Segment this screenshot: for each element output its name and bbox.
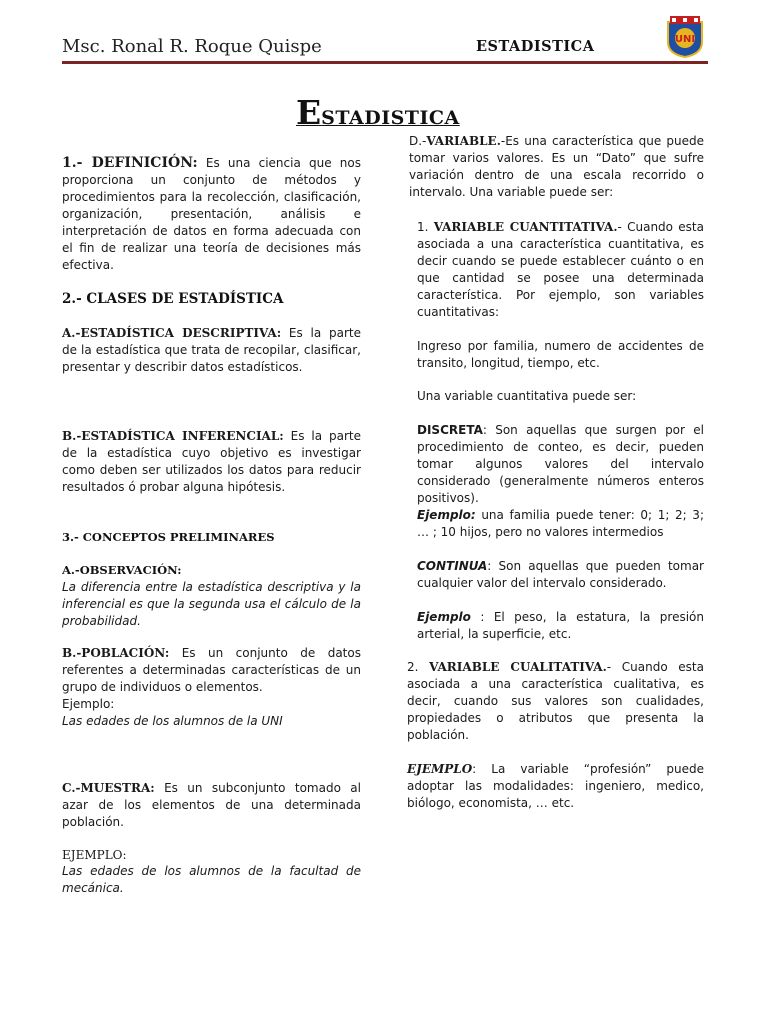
cuantitativa-heading: VARIABLE CUANTITATIVA.: [433, 220, 618, 234]
logo-text: UNI: [674, 34, 696, 45]
cuantitativa-number: 1.: [417, 220, 429, 234]
muestra-example-label: EJEMPLO:: [62, 848, 127, 862]
descriptiva-paragraph: [62, 325, 361, 376]
variable-body: -Es una característica que puede tomar varios valores. Es un “Dato” que sufre variación dentro de una escala recorrido o intervalo. Una variable puede ser:: [409, 134, 704, 199]
continua-example: [417, 609, 704, 643]
muestra-heading: C.-MUESTRA:: [62, 781, 155, 795]
variable-paragraph: [409, 133, 704, 201]
discreta-example-label: Ejemplo:: [417, 508, 476, 522]
discreta-heading: DISCRETA: [417, 423, 483, 437]
header-rule: [62, 61, 708, 64]
definition-paragraph: [62, 155, 361, 274]
discreta-paragraph: [417, 422, 704, 507]
discreta-example: [417, 507, 704, 541]
cuantitativa-body: - Cuando esta asociada a una característica cuantitativa, es decir cuando se puede establecer cuánto o en que cantidad se posee una determinada característica. Por ejemplo, son variables cuantitativas:: [417, 220, 704, 319]
descriptiva-heading: A.-ESTADÍSTICA DESCRIPTIVA:: [62, 326, 282, 340]
muestra-body: Es un subconjunto tomado al azar de los elementos de una determinada población.: [62, 781, 361, 829]
descriptiva-body: Es la parte de la estadística que trata de recopilar, clasificar, presentar y describir datos estadísticos.: [62, 326, 361, 374]
definition-body: Es una ciencia que nos proporciona un conjunto de métodos y procedimientos para la recolección, clasificación, organización, presentación, análisis e interpretación de datos en forma adecuada con el fin de realizar una teoría de decisiones más efectiva.: [62, 156, 361, 272]
cualitativa-body: - Cuando esta asociada a una característica cualitativa, es decir, cuando sus valores son cualidades, propiedades o atributos que presenta la población.: [407, 660, 704, 742]
cuantitativa-examples: Ingreso por familia, numero de accidentes de transito, longitud, tiempo, etc.: [417, 339, 704, 370]
cuantitativa-puede-ser: Una variable cuantitativa puede ser:: [417, 389, 637, 403]
muestra-paragraph: [62, 780, 361, 831]
header-title: ESTADISTICA: [476, 38, 595, 55]
observacion-heading: A.-OBSERVACIÓN:: [62, 563, 182, 577]
continua-example-text: : El peso, la estatura, la presión arterial, la superficie, etc.: [417, 610, 704, 641]
clases-heading: 2.- CLASES DE ESTADÍSTICA: [62, 291, 284, 307]
cualitativa-heading: VARIABLE CUALITATIVA.: [429, 660, 607, 674]
continua-paragraph: [417, 558, 704, 592]
cualitativa-example-label: EJEMPLO: [407, 762, 473, 776]
continua-heading: CONTINUA: [417, 559, 488, 573]
inferencial-heading: B.-ESTADÍSTICA INFERENCIAL:: [62, 429, 284, 443]
title-rest: STADISTICA: [321, 107, 460, 129]
cualitativa-example: [407, 761, 704, 812]
muestra-example: Las edades de los alumnos de la facultad de mecánica.: [62, 864, 361, 895]
cualitativa-paragraph: [407, 659, 704, 744]
continua-example-label: Ejemplo: [417, 610, 471, 624]
discreta-example-text: una familia puede tener: 0; 1; 2; 3; … ; 10 hijos, pero no valores intermedios: [417, 508, 704, 539]
variable-heading: VARIABLE.: [426, 134, 501, 148]
conceptos-heading: 3.- CONCEPTOS PRELIMINARES: [62, 530, 275, 544]
university-logo: [666, 16, 704, 58]
inferencial-paragraph: [62, 428, 361, 496]
poblacion-heading: B.-POBLACIÓN:: [62, 646, 170, 660]
author-name: Msc. Ronal R. Roque Quispe: [62, 36, 322, 57]
inferencial-body: Es la parte de la estadística cuyo objetivo es investigar como deben ser utilizados los datos para reducir resultados ó probar alguna hipótesis.: [62, 429, 361, 494]
discreta-body: : Son aquellas que surgen por el procedimiento de conteo, es decir, pueden tomar algunos valores del intervalo considerado (generalmente números enteros positivos).: [417, 423, 704, 505]
cualitativa-example-text: : La variable “profesión” puede adoptar las modalidades: ingeniero, medico, biólogo, economista, … etc.: [407, 762, 704, 810]
cualitativa-number: 2.: [407, 660, 419, 674]
observacion-body: La diferencia entre la estadística descriptiva y la inferencial es que la segunda usa el cálculo de la probabilidad.: [62, 580, 361, 628]
definition-heading: 1.- DEFINICIÓN:: [62, 155, 198, 171]
cuantitativa-paragraph: [417, 219, 704, 321]
variable-prefix: D.-: [409, 134, 427, 148]
poblacion-example: Las edades de los alumnos de la UNI: [62, 714, 283, 728]
title-initial: E: [296, 93, 322, 132]
page-header: [62, 34, 710, 64]
poblacion-paragraph: [62, 645, 361, 696]
continua-body: : Son aquellas que pueden tomar cualquier valor del intervalo considerado.: [417, 559, 704, 590]
poblacion-body: Es un conjunto de datos referentes a determinadas características de un grupo de individuos o elementos.: [62, 646, 361, 694]
poblacion-example-label: Ejemplo:: [62, 697, 115, 711]
document-title: [296, 93, 460, 132]
